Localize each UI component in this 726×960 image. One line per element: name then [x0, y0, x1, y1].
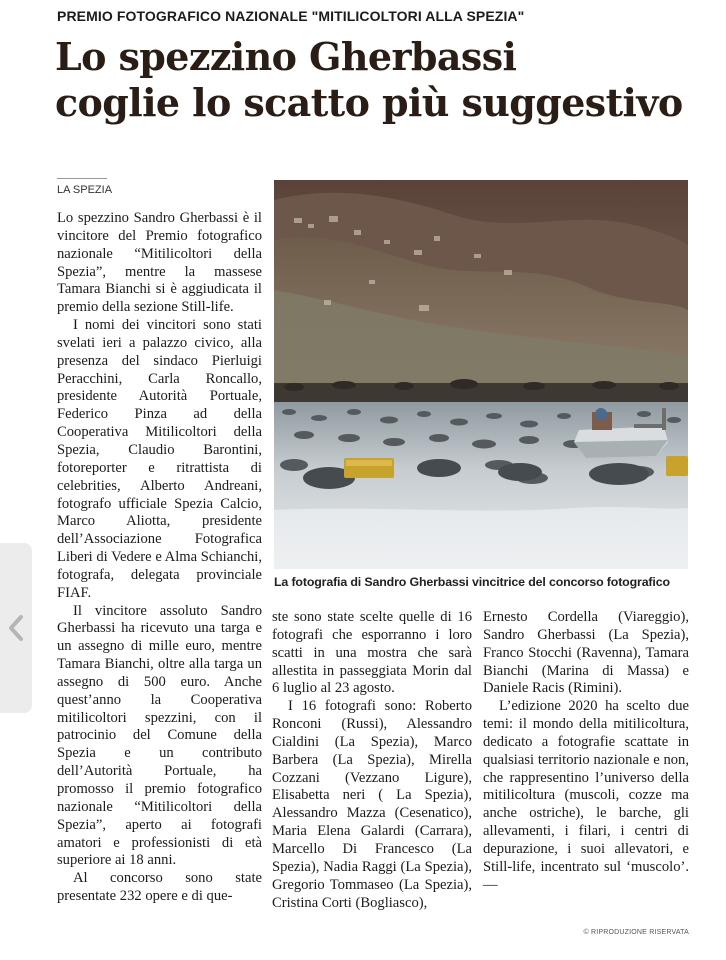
chevron-left-icon: [6, 613, 26, 643]
paragraph: I nomi dei vincitori sono stati svelati ieri a palazzo civico, alla presenza del sindaco Pierluigi Peracchini, Carla Roncallo, presidente Autorità Portuale, Federico Pinza ad della Cooperativa Mitilicoltori della Spezia, Claudio Barontini, fotoreporter e ritrattista di celebrities, Alberto Andreani, fotografo ufficiale Spezia Calcio, Marco Aliotta, presidente dell’Associazione Fotografica Liberi di Vedere e Alma Schianchi, fotografa, delegata provinciale FIAF.: [57, 317, 262, 601]
photo-caption: La fotografia di Sandro Gherbassi vincitrice del concorso fotografico: [274, 575, 670, 589]
paragraph: Il vincitore assoluto Sandro Gherbassi ha ricevuto una targa e un assegno di mille euro, mentre Tamara Bianchi, oltre alla targa un assegno di 500 euro. Anche quest’anno la Cooperativa mitilicoltori spezzini, con il patrocinio del Comune della Spezia e un contributo dell’Autorità Portuale, ha promosso il premio fotografico nazionale “Mitilicoltori della Spezia”, aperto ai fotografi amatori e professionisti di età superiore ai 18 anni.: [57, 602, 262, 869]
paragraph: I 16 fotografi sono: Roberto Ronconi (Russi), Alessandro Cialdini (La Spezia), Marco Barbera (La Spezia), Mirella Cozzani (Vezzano Ligure), Elisabetta neri ( La Spezia), Alessandro Mazza (Cesenatico), Maria Elena Galardi (Carrara), Marcello Di Francesco (La Spezia), Nadia Raggi (La Spezia), Gregorio Tommaseo (La Spezia), Cristina Corti (Bogliasco),: [272, 698, 472, 911]
article-column-2: [272, 609, 472, 912]
back-button[interactable]: [0, 543, 32, 713]
paragraph: Ernesto Cordella (Viareggio), Sandro Gherbassi (La Spezia), Franco Stocchi (Ravenna), Tamara Bianchi (Marina di Massa) e Daniele Racis (Rimini).: [483, 609, 689, 697]
article-column-1: [57, 210, 262, 906]
section-label: LA SPEZIA: [57, 178, 107, 196]
headline-line-1: Lo spezzino Gherbassi: [55, 34, 517, 79]
mussel-farm-photo: [274, 180, 688, 569]
copyright-notice: © RIPRODUZIONE RISERVATA: [583, 929, 689, 936]
headline-line-2: coglie lo scatto più suggestivo: [55, 80, 683, 125]
article-headline: [55, 34, 715, 126]
paragraph: Al concorso sono state presentate 232 opere e di que-: [57, 870, 262, 905]
article-kicker: PREMIO FOTOGRAFICO NAZIONALE "MITILICOLTORI ALLA SPEZIA": [57, 8, 525, 24]
paragraph: L’edizione 2020 ha scelto due temi: il mondo della mitilicoltura, dedicato a fotografie scattate in qualsiasi territorio nazionale e non, che rappresentino l’universo della mitilicoltura (muscoli, cozze ma anche ostriche), le barche, gli allevamenti, i filari, i centri di depurazione, i suoi allevatori, e Still-life, incentrato sul ‘muscolo’. —: [483, 698, 689, 893]
article-column-3: [483, 609, 689, 895]
paragraph: ste sono state scelte quelle di 16 fotografi che esporranno i loro scatti in una mostra che sarà allestita in passeggiata Morin dal 6 luglio al 23 agosto.: [272, 609, 472, 697]
article-photo: [274, 180, 688, 569]
paragraph: Lo spezzino Sandro Gherbassi è il vincitore del Premio fotografico nazionale “Mitilicoltori della Spezia”, mentre la massese Tamara Bianchi si è aggiudicata il premio della sezione Still-life.: [57, 210, 262, 316]
